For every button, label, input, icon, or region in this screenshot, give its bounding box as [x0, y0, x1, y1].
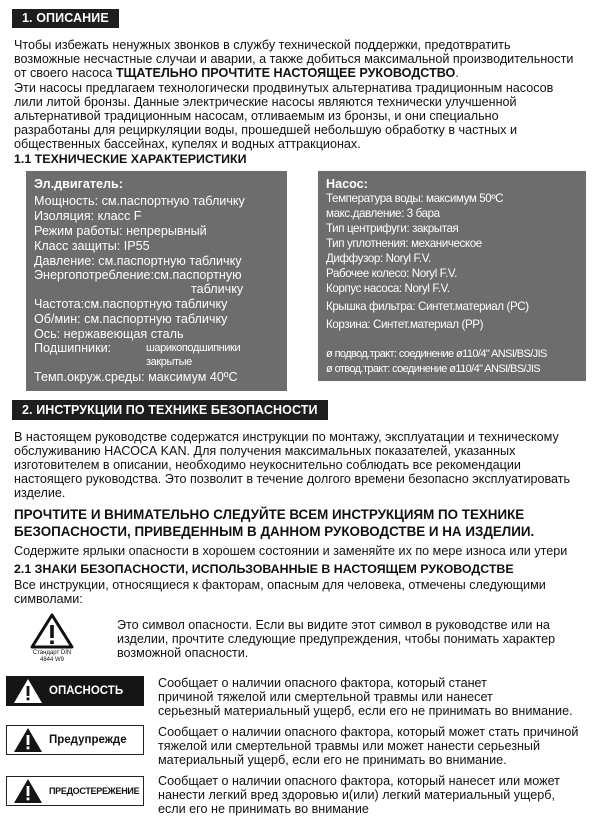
warning-triangle-icon — [13, 727, 43, 753]
text-line: Эти насосы предлагаем технологически продвинутых альтернатива традиционным насосов — [14, 81, 554, 95]
pump-spec: Корзина: Синтет.материал (PP) — [326, 318, 484, 331]
text-line: нанести легкий вред здоровью и(или) легкий материальный ущерб, — [158, 788, 555, 802]
text-line: от своего насоса ТЩАТЕЛЬНО ПРОЧТИТЕ НАСТОЯЩЕЕ РУКОВОДСТВО. — [14, 66, 459, 80]
hazard-symbol-description — [117, 618, 587, 660]
pump-spec: Корпус насоса: Noryl F.V. — [326, 282, 450, 295]
description-paragraph-2 — [14, 81, 611, 151]
pump-spec: ø отвод.тракт: соединение ø110/4" ANSI/BS/JIS — [326, 363, 541, 375]
motor-spec: Ось: нержавеющая сталь — [34, 327, 184, 341]
text-line: изделии, прочтите следующие предупреждения, чтобы понимать характер — [117, 632, 556, 646]
caution-description — [158, 774, 598, 816]
motor-header: Эл.двигатель: — [34, 177, 123, 191]
pump-spec: макс.давление: 3 бара — [326, 207, 440, 220]
motor-spec: Давление: см.паспортную табличку — [34, 254, 242, 268]
text-line: Чтобы избежать ненужных звонков в службу технической поддержки, предотвратить — [14, 38, 511, 52]
motor-spec: Класс защиты: IP55 — [34, 239, 150, 253]
caption-line: Стандарт DIN — [32, 650, 72, 656]
text-line: материальный ущерб, если его не принимать во внимание. — [158, 753, 507, 767]
emphasis-text: ТЩАТЕЛЬНО ПРОЧТИТЕ НАСТОЯЩЕЕ РУКОВОДСТВО — [115, 66, 456, 80]
warning-triangle-icon — [30, 613, 74, 649]
pump-spec: Рабочее колесо: Noryl F.V. — [326, 267, 457, 280]
section-1-header: 1. ОПИСАНИЕ — [12, 9, 119, 28]
text-line: общественных бассейнах, купелях и водных аттракционах. — [14, 137, 361, 151]
warning-triangle-icon — [13, 678, 43, 704]
text-line: Сообщает о наличии опасного фактора, который станет — [158, 676, 487, 690]
text-line: изделие. — [14, 486, 66, 500]
caution-label: ПРЕДОСТЕРЕЖЕНИЕ — [49, 786, 140, 796]
motor-spec: Изоляция: класс F — [34, 209, 142, 223]
motor-spec: Энергопотребление:см.паспортную — [34, 268, 242, 282]
warning-badge — [6, 725, 144, 755]
text-line: изготовителем в описании, необходимо неукоснительно соблюдать все рекомендации — [14, 458, 521, 472]
text-line: серьезный материальный ущерб, если его не принимать во внимание. — [158, 704, 573, 718]
text-line: обслуживанию НАСОСА KAN. Для получения максимальных показателей, указанных — [14, 444, 516, 458]
warning-label: Предупрежде — [49, 734, 127, 746]
section-2-header: 2. ИНСТРУКЦИИ ПО ТЕХНИКЕ БЕЗОПАСНОСТИ — [12, 400, 328, 420]
symbols-intro — [14, 578, 611, 606]
symbols-title: 2.1 ЗНАКИ БЕЗОПАСНОСТИ, ИСПОЛЬЗОВАННЫЕ В НАСТОЯЩЕМ РУКОВОДСТВЕ — [14, 562, 514, 576]
pump-spec: ø подвод.тракт: соединение ø110/4" ANSI/BS/JIS — [326, 348, 547, 360]
text-line: если его не принимать во внимание — [158, 802, 369, 816]
caption-line: 4844 W9 — [39, 657, 64, 663]
text-line: лили литой бронзы. Данные электрические насосы являются технически улучшенной — [14, 95, 517, 109]
pump-header: Насос: — [326, 177, 368, 191]
pump-spec: Диффузор: Noryl F.V. — [326, 252, 431, 265]
description-paragraph-1 — [14, 38, 611, 80]
text-line: возможные несчастные случаи и аварии, а также добиться максимальной производительности — [14, 52, 574, 66]
motor-spec: Подшипники: — [34, 341, 112, 355]
text-line: символами: — [14, 592, 83, 606]
text-line: настоящего руководства. Это позволит в течение долгого времени безопасно эксплуатировать — [14, 472, 571, 486]
motor-spec: табличку — [191, 282, 244, 296]
pump-spec: Тип центрифуги: закрытая — [326, 222, 459, 235]
warning-description — [158, 725, 598, 767]
caution-badge — [6, 776, 144, 806]
text-line: Все инструкции, относящиеся к факторам, опасным для человека, отмечены следующими — [14, 578, 546, 592]
motor-spec: закрытые — [146, 356, 192, 368]
motor-spec: Об/мин: см.паспортную табличку — [34, 312, 228, 326]
text-line: Сообщает о наличии опасного фактора, который нанесет или может — [158, 774, 560, 788]
motor-spec: шарикоподшипники — [146, 342, 241, 354]
danger-description — [158, 676, 598, 718]
text-line: Это символ опасности. Если вы видите этот символ в руководстве или на — [117, 618, 550, 632]
text-line: тяжелой или смертельной травмы или может нанести серьезный — [158, 739, 541, 753]
text-line: разработаны для рециркуляции воды, прошедшей небольшую обработку в частных и — [14, 123, 517, 137]
warning-triangle-icon — [13, 778, 43, 804]
motor-spec: Режим работы: непрерывный — [34, 224, 207, 238]
labels-paragraph: Содержите ярлыки опасности в хорошем состоянии и заменяйте их по мере износа или утери — [14, 544, 568, 558]
safety-paragraph-1 — [14, 430, 611, 500]
text-line: возможной опасности. — [117, 646, 249, 660]
text-line: Сообщает о наличии опасного фактора, который может стать причиной — [158, 725, 579, 739]
pump-spec: Крышка фильтра: Синтет.материал (PC) — [326, 300, 529, 313]
text-line: причиной тяжелой или смертельной травмы или нанесет — [158, 690, 493, 704]
danger-label: ОПАСНОСТЬ — [49, 685, 124, 697]
motor-spec: Частота:см.паспортную табличку — [34, 297, 228, 311]
safety-warning — [14, 506, 611, 540]
pump-spec: Тип уплотнения: механическое — [326, 237, 482, 250]
text-line: ПРОЧТИТЕ И ВНИМАТЕЛЬНО СЛЕДУЙТЕ ВСЕМ ИНСТРУКЦИЯМ ПО ТЕХНИКЕ — [14, 507, 525, 522]
pump-spec: Температура воды: максимум 50ºC — [326, 192, 504, 205]
text-line: В настоящем руководстве содержатся инструкции по монтажу, эксплуатации и техническому — [14, 430, 559, 444]
motor-spec: Мощность: см.паспортную табличку — [34, 194, 245, 208]
standard-caption — [26, 650, 78, 664]
pump-specs-box — [318, 171, 586, 381]
motor-spec: Темп.окруж.среды: максимум 40ºC — [34, 370, 238, 384]
motor-specs-box — [26, 171, 287, 391]
text-line: альтернативой традиционным насосам, отливаемым из бронзы, и они специально — [14, 109, 499, 123]
text-line: БЕЗОПАСНОСТИ, ПРИВЕДЕННЫМ В ДАННОМ РУКОВОДСТВЕ И НА ИЗДЕЛИИ. — [14, 524, 535, 539]
danger-badge — [6, 676, 144, 706]
specs-title: 1.1 ТЕХНИЧЕСКИЕ ХАРАКТЕРИСТИКИ — [14, 152, 247, 166]
